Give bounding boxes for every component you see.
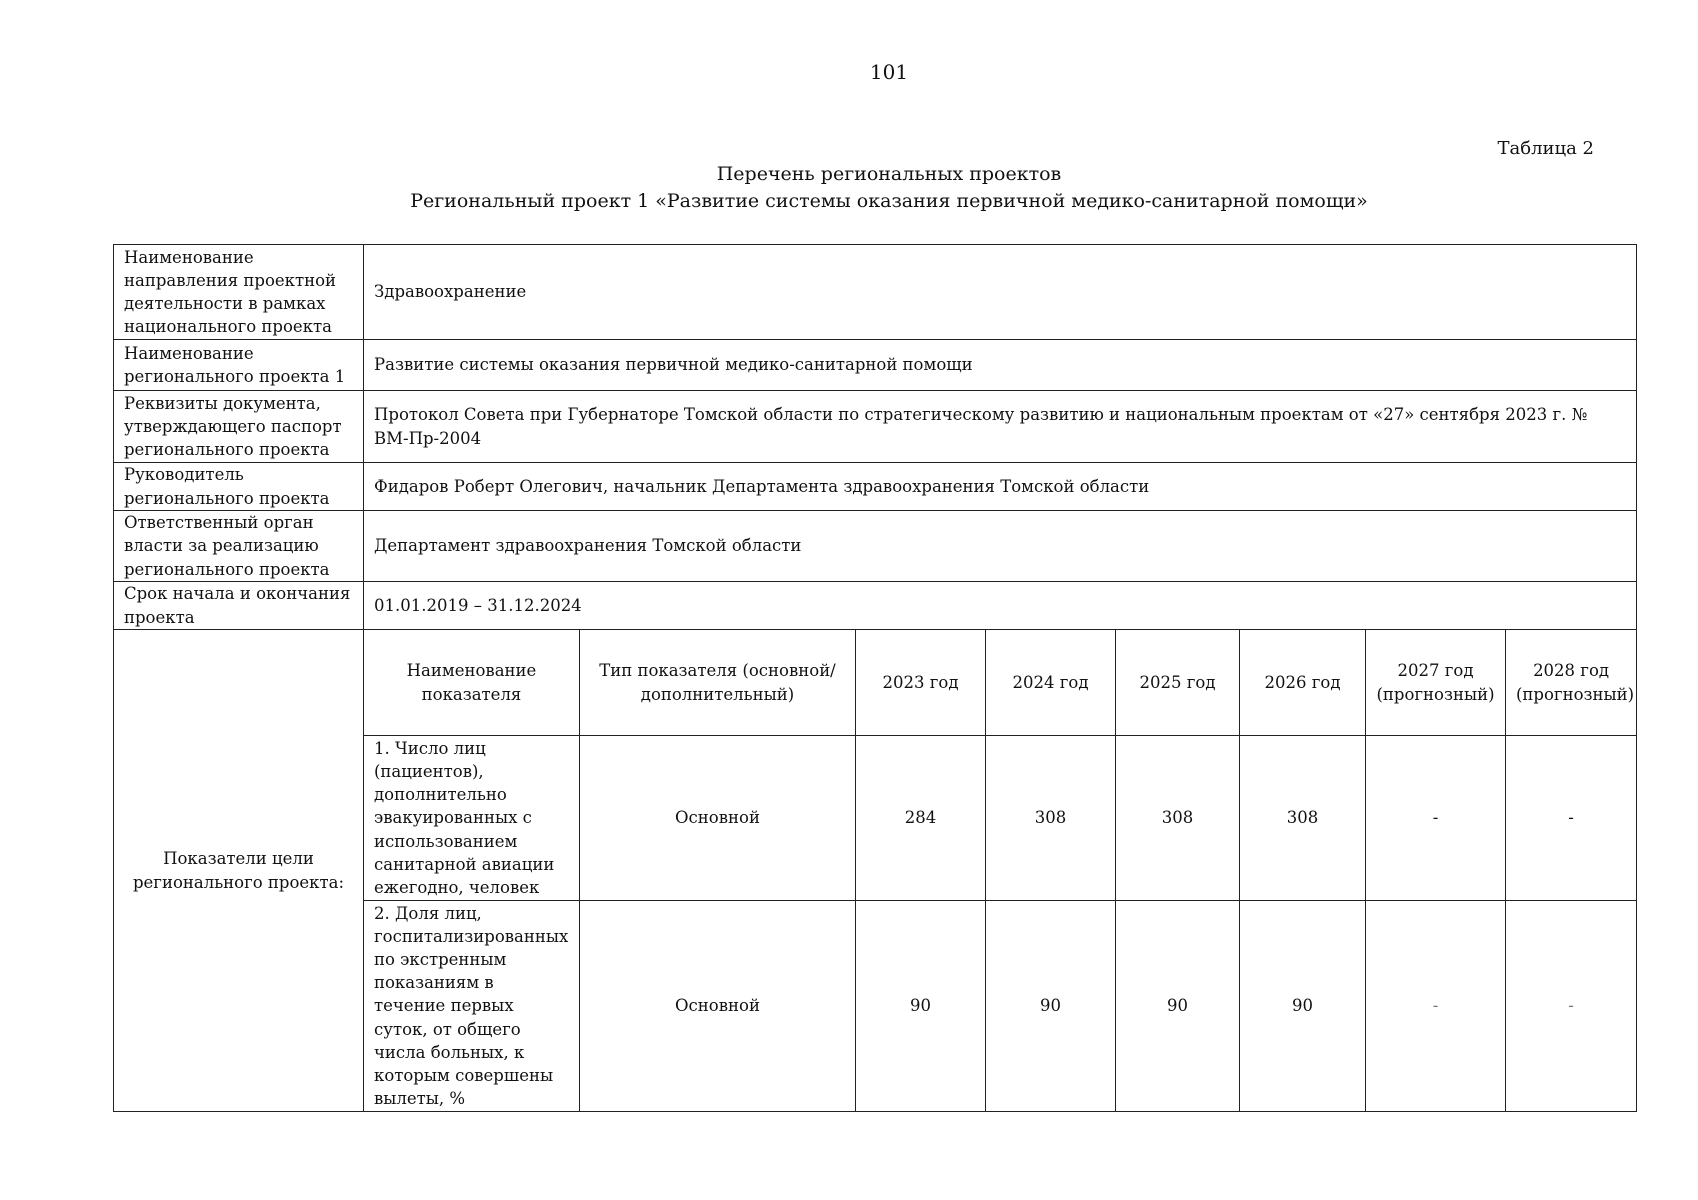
indicator-type: Основной bbox=[580, 736, 856, 901]
indicators-section-label: Показатели цели регионального проекта: bbox=[114, 630, 364, 1112]
indicator-value-2025: 308 bbox=[1116, 736, 1240, 901]
table-label: Таблица 2 bbox=[1497, 138, 1594, 159]
table-row bbox=[114, 245, 1637, 340]
indicator-value-2024: 90 bbox=[986, 901, 1116, 1112]
indicator-type: Основной bbox=[580, 901, 856, 1112]
header-year-2023: 2023 год bbox=[856, 630, 986, 736]
header-year-2026: 2026 год bbox=[1240, 630, 1366, 736]
indicator-name: 1. Число лиц (пациентов), дополнительно эвакуированных с использованием санитарной авиации ежегодно, человек bbox=[364, 736, 580, 901]
document-title: Перечень региональных проектов bbox=[716, 163, 1062, 185]
table-row bbox=[114, 391, 1637, 463]
row-label: Срок начала и окончания проекта bbox=[114, 582, 364, 630]
document-subtitle: Региональный проект 1 «Развитие системы оказания первичной медико-санитарной помощи» bbox=[410, 190, 1368, 212]
indicator-value-2027: - bbox=[1366, 901, 1506, 1112]
row-label: Ответственный орган власти за реализацию регионального проекта bbox=[114, 511, 364, 582]
row-label: Руководитель регионального проекта bbox=[114, 463, 364, 511]
table-row bbox=[114, 340, 1637, 391]
header-indicator-type: Тип показателя (основной/дополнительный) bbox=[580, 630, 856, 736]
indicators-header-row bbox=[114, 630, 1637, 736]
indicator-value-2023: 284 bbox=[856, 736, 986, 901]
indicator-value-2023: 90 bbox=[856, 901, 986, 1112]
header-year-2028: 2028 год (прогнозный) bbox=[1506, 630, 1637, 736]
indicator-value-2026: 308 bbox=[1240, 736, 1366, 901]
row-label: Наименование регионального проекта 1 bbox=[114, 340, 364, 391]
row-label: Реквизиты документа, утверждающего паспорт регионального проекта bbox=[114, 391, 364, 463]
header-year-2025: 2025 год bbox=[1116, 630, 1240, 736]
header-indicator-name: Наименование показателя bbox=[364, 630, 580, 736]
row-value: Развитие системы оказания первичной медико-санитарной помощи bbox=[364, 340, 1637, 391]
row-value: Здравоохранение bbox=[364, 245, 1637, 340]
header-year-2024: 2024 год bbox=[986, 630, 1116, 736]
indicator-name: 2. Доля лиц, госпитализированных по экстренным показаниям в течение первых суток, от общего числа больных, к которым совершены вылеты, % bbox=[364, 901, 580, 1112]
indicator-value-2028: - bbox=[1506, 736, 1637, 901]
row-value: Фидаров Роберт Олегович, начальник Департамента здравоохранения Томской области bbox=[364, 463, 1637, 511]
indicator-value-2024: 308 bbox=[986, 736, 1116, 901]
indicator-value-2025: 90 bbox=[1116, 901, 1240, 1112]
table-row bbox=[114, 463, 1637, 511]
header-year-2027: 2027 год (прогнозный) bbox=[1366, 630, 1506, 736]
page-number: 101 bbox=[869, 60, 909, 84]
row-value: Департамент здравоохранения Томской области bbox=[364, 511, 1637, 582]
row-value: 01.01.2019 – 31.12.2024 bbox=[364, 582, 1637, 630]
table-row bbox=[114, 511, 1637, 582]
indicator-value-2026: 90 bbox=[1240, 901, 1366, 1112]
indicator-value-2028: - bbox=[1506, 901, 1637, 1112]
regional-project-table bbox=[113, 244, 1637, 1112]
table-row bbox=[114, 582, 1637, 630]
row-value: Протокол Совета при Губернаторе Томской области по стратегическому развитию и национальным проектам от «27» сентября 2023 г. № ВМ-Пр-2004 bbox=[364, 391, 1637, 463]
indicator-value-2027: - bbox=[1366, 736, 1506, 901]
row-label: Наименование направления проектной деятельности в рамках национального проекта bbox=[114, 245, 364, 340]
